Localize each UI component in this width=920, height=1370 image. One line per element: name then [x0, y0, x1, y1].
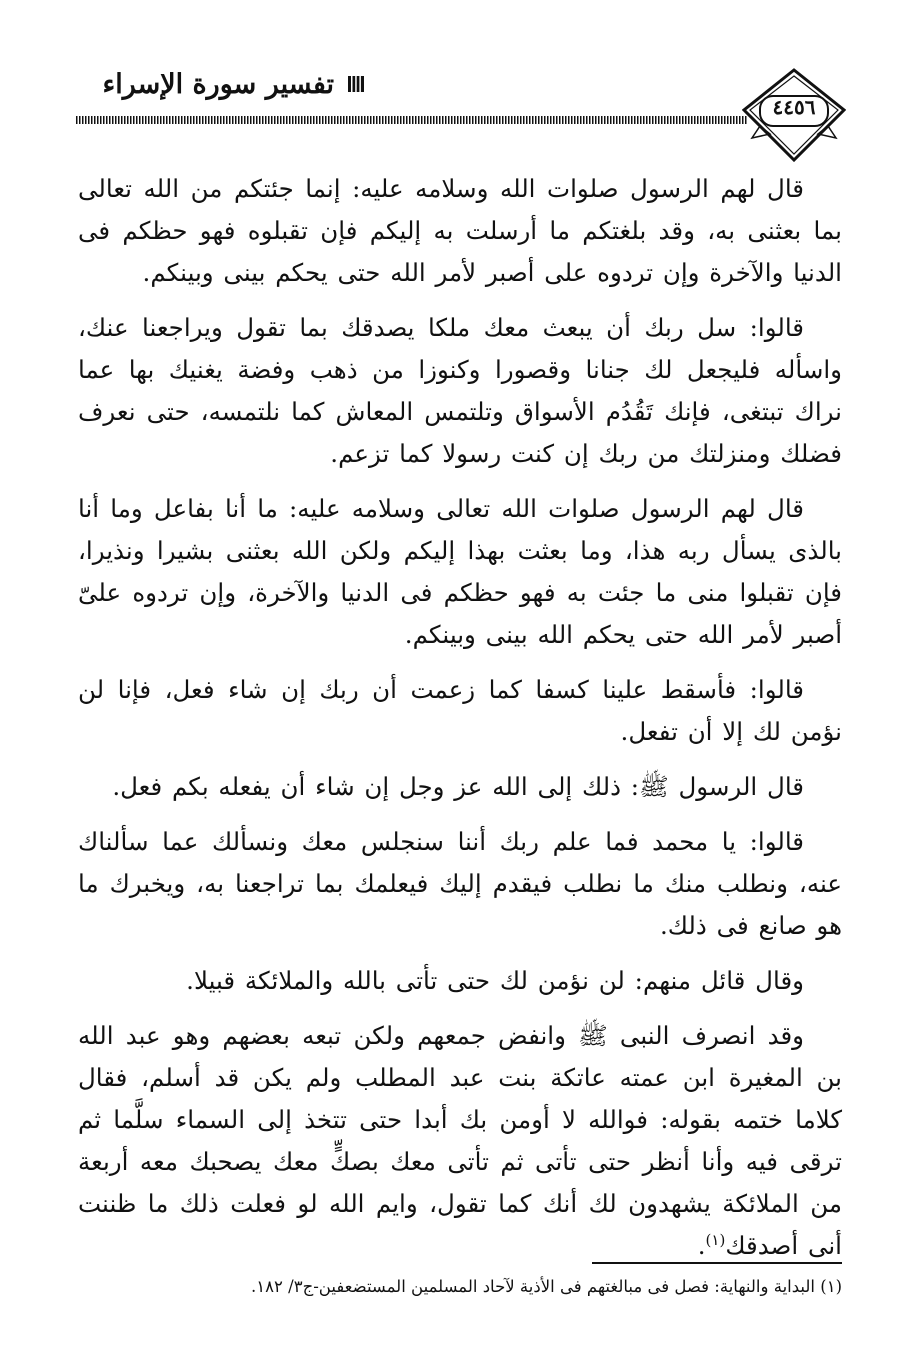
- running-head: [76, 64, 366, 104]
- footnote-reference[interactable]: (١): [705, 1230, 726, 1249]
- floral-ornament-icon: [346, 74, 366, 94]
- page-number: ٤٤٥٦: [772, 95, 816, 119]
- paragraph-text: وقد انصرف النبى ﷺ وانفض جمعهم ولكن تبعه بعضهم وهو عبد الله بن المغيرة ابن عمته عاتكة بنت عبد المطلب ولم يكن قد أسلم، فقال كلاما ختمه بقوله: فوالله لا أومن بك أبدا حتى تتخذ إلى السماء سلَّما ثم ترقى فيه وأنا أنظر حتى تأتى ثم تأتى معك بصكٍّ معك يصحبك معه أربعة من الملائكة يشهدون لك أنك كما تقول، وايم الله لو فعلت ذلك ما ظننت أنى أصدقك: [78, 1021, 842, 1260]
- footnote: (١) البداية والنهاية: فصل فى مبالغتهم فى الأذية لآحاد المسلمين المستضعفين-ج٣/ ١٨٢.: [251, 1277, 842, 1296]
- paragraph: قال لهم الرسول صلوات الله تعالى وسلامه عليه: ما أنا بفاعل وما أنا بالذى يسأل ربه هذا، وما بعثت بهذا إليكم ولكن الله بعثنى بشيرا ونذيرا، فإن تقبلوا منى ما جئت به فهو حظكم فى الدنيا والآخرة، وإن تردوه علىّ أصبر لأمر الله حتى يحكم الله بينى وبينكم.: [78, 494, 842, 649]
- paragraph: قال لهم الرسول صلوات الله وسلامه عليه: إنما جئتكم من الله تعالى بما بعثنى به، وقد بلغتكم ما أرسلت به إليكم فإن تقبلوه فهو حظكم فى الدنيا والآخرة وإن تردوه على أصبر لأمر الله حتى يحكم بينى وبينكم.: [78, 174, 842, 287]
- page-header: [76, 62, 846, 162]
- main-text: [78, 168, 842, 1280]
- paragraph-with-footnote: وقد انصرف النبى ﷺ وانفض جمعهم ولكن تبعه بعضهم وهو عبد الله بن المغيرة ابن عمته عاتكة بنت عبد المطلب ولم يكن قد أسلم، فقال كلاما ختمه بقوله: فوالله لا أومن بك أبدا حتى تتخذ إلى السماء سلَّما ثم ترقى فيه وأنا أنظر حتى تأتى ثم تأتى معك بصكٍّ معك يصحبك معه أربعة من الملائكة يشهدون لك أنك كما تقول، وايم الله لو فعلت ذلك ما ظننت أنى أصدقك$^{(١)}$.: [78, 1021, 842, 1260]
- paragraph: قال الرسول ﷺ: ذلك إلى الله عز وجل إن شاء أن يفعله بكم فعل.: [112, 772, 804, 801]
- header-dotted-rule: [76, 116, 748, 124]
- footnote-separator: [592, 1262, 842, 1264]
- running-head-title: تفسير سورة الإسراء: [102, 68, 334, 100]
- paragraph: قالوا: يا محمد فما علم ربك أننا سنجلس معك ونسألك عما سألناك عنه، ونطلب منك ما نطلب فيقدم إليك فيعلمك بما تراجعنا به، ويخبرك ما هو صانع فى ذلك.: [78, 827, 842, 940]
- paragraph: قالوا: سل ربك أن يبعث معك ملكا يصدقك بما تقول ويراجعنا عنك، واسأله فليجعل لك جنانا وقصورا وكنوزا من ذهب وفضة يغنيك بها عما نراك تبتغى، فإنك تَقُدُم الأسواق وتلتمس المعاش كما نلتمسه، حتى نعرف فضلك ومنزلتك من ربك إن كنت رسولا كما تزعم.: [78, 313, 842, 468]
- paragraph: وقال قائل منهم: لن نؤمن لك حتى تأتى بالله والملائكة قبيلا.: [186, 966, 804, 995]
- paragraph: قالوا: فأسقط علينا كسفا كما زعمت أن ربك إن شاء فعل، فإنا لن نؤمن لك إلا أن تفعل.: [78, 675, 842, 746]
- page-number-badge: [742, 68, 846, 162]
